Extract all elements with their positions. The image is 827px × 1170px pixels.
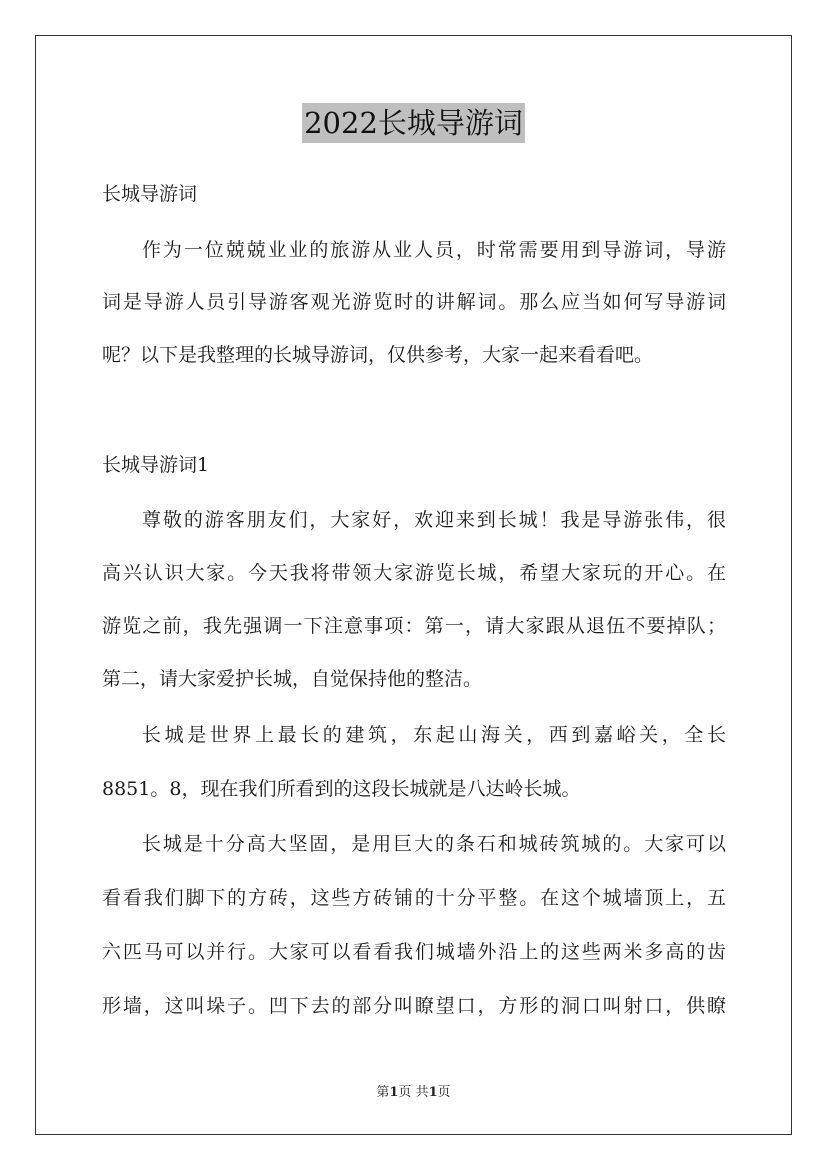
- paragraph3-line: 形墙，这叫垛子。凹下去的部分叫瞭望口，方形的洞口叫射口，供瞭: [102, 995, 726, 1017]
- document-heading: 长城导游词: [102, 183, 198, 205]
- intro-line: 呢？以下是我整理的长城导游词，仅供参考，大家一起来看看吧。: [102, 344, 654, 366]
- paragraph3-line: 六匹马可以并行。大家可以看看我们城墙外沿上的这些两米多高的齿: [102, 941, 726, 963]
- page-footer: [0, 1084, 827, 1102]
- document-title: 2022长城导游词: [302, 103, 525, 143]
- paragraph1-line: 尊敬的游客朋友们，大家好，欢迎来到长城！我是导游张伟，很: [142, 509, 726, 531]
- footer-prefix: 第: [376, 1085, 390, 1100]
- footer-suffix: 页: [437, 1085, 451, 1100]
- paragraph1-line: 高兴认识大家。今天我将带领大家游览长城，希望大家玩的开心。在: [102, 562, 726, 584]
- paragraph1-line: 第二，请大家爱护长城，自觉保持他的整洁。: [102, 668, 483, 690]
- paragraph3-line: 看看我们脚下的方砖，这些方砖铺的十分平整。在这个城墙顶上，五: [102, 887, 726, 909]
- intro-line: 词是导游人员引导游客观光游览时的讲解词。那么应当如何写导游词: [102, 291, 726, 313]
- section-heading: 长城导游词1: [102, 454, 210, 476]
- footer-page-number: 1: [389, 1085, 399, 1100]
- paragraph3-line: 长城是十分高大坚固，是用巨大的条石和城砖筑城的。大家可以: [142, 833, 726, 855]
- title-container: [0, 103, 827, 143]
- paragraph2-line: 8851。8，现在我们所看到的这段长城就是八达岭长城。: [102, 778, 581, 800]
- intro-line: 作为一位兢兢业业的旅游从业人员，时常需要用到导游词，导游: [142, 239, 726, 261]
- footer-mid: 页 共: [398, 1085, 429, 1100]
- footer-total-pages: 1: [428, 1085, 438, 1100]
- paragraph2-line: 长城是世界上最长的建筑，东起山海关，西到嘉峪关，全长: [142, 724, 726, 746]
- paragraph1-line: 游览之前，我先强调一下注意事项：第一，请大家跟从退伍不要掉队；: [102, 615, 726, 637]
